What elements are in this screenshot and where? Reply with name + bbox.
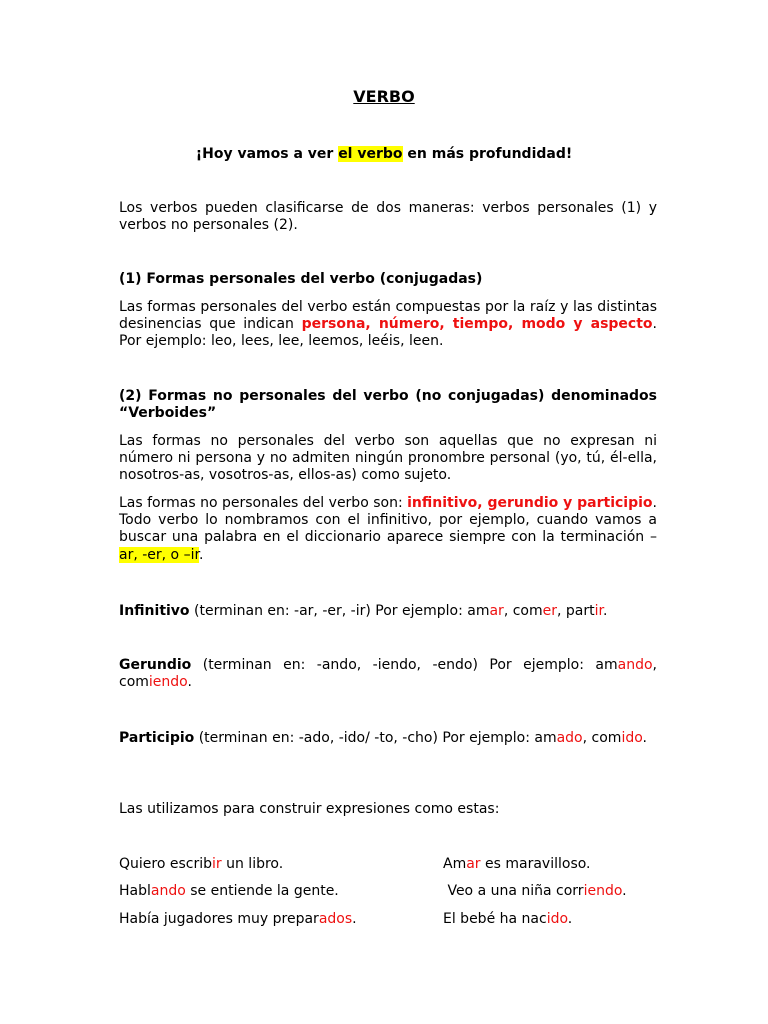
example-left-3 xyxy=(119,910,357,928)
section2-emphasis: infinitivo, gerundio y participio xyxy=(407,495,653,511)
subtitle-highlight: el verbo xyxy=(338,146,403,162)
example-right-2 xyxy=(443,882,627,900)
section2-text-after: . xyxy=(198,546,204,563)
example-text: un libro. xyxy=(221,856,284,872)
infinitivo-text: (terminan en: -ar, -er, -ir) Por ejemplo: xyxy=(189,603,468,619)
example-text: se entiende la gente. xyxy=(185,883,339,899)
example-right-1 xyxy=(443,855,591,873)
infinitivo-ex1-ending: ar xyxy=(489,603,504,619)
example-left-2 xyxy=(119,882,339,900)
gerundio-ex2-ending: iendo xyxy=(148,674,188,691)
example-text: El bebé ha nac xyxy=(443,911,547,927)
example-ending: ar xyxy=(466,856,481,872)
infinitivo-sep1: , xyxy=(503,603,513,619)
example-text: es maravilloso. xyxy=(480,856,591,872)
participio-text: (terminan en: -ado, -ido/ -to, -cho) Por ejemplo: xyxy=(194,730,535,746)
participio-sep1: , xyxy=(582,730,592,746)
participio-ex2-ending: ido xyxy=(621,730,643,746)
example-ending: ido xyxy=(546,911,568,927)
section2-paragraph-2 xyxy=(119,495,657,564)
example-right-3 xyxy=(443,910,572,928)
gerundio-ex1-ending: ando xyxy=(617,657,653,673)
infinitivo-ex3-ending: ir xyxy=(594,603,603,619)
participio-ex1-ending: ado xyxy=(556,730,583,746)
gerundio-paragraph xyxy=(119,657,657,691)
infinitivo-ex2-stem: com xyxy=(512,603,543,619)
example-ending: ados xyxy=(318,911,353,927)
example-text: . xyxy=(352,911,357,927)
example-text: Quiero escrib xyxy=(119,856,212,872)
infinitivo-label: Infinitivo xyxy=(119,603,190,619)
section1-text-after: . Por ejemplo: leo, lees, lee, leemos, leéis, leen. xyxy=(119,316,657,350)
example-text: Am xyxy=(443,856,467,872)
participio-ex1-stem: am xyxy=(534,730,557,746)
section2-paragraph-1: Las formas no personales del verbo son aquellas que no expresan ni número ni persona y no admiten ningún pronombre personal (yo, tú, él-ella, nosotros-as, vosotros-as, ellos-as) como sujeto. xyxy=(119,433,657,484)
section1-text-before: Las formas personales del verbo están compuestas por la raíz y las distintas desinencias que indican xyxy=(119,299,657,333)
infinitivo-ex2-ending: er xyxy=(542,603,557,619)
infinitivo-ex3-stem: part xyxy=(565,603,595,619)
participio-tail: . xyxy=(642,730,647,746)
gerundio-ex1-stem: am xyxy=(595,657,618,673)
gerundio-label: Gerundio xyxy=(119,657,192,673)
infinitivo-paragraph xyxy=(119,603,657,620)
usage-intro: Las utilizamos para construir expresiones como estas: xyxy=(119,801,500,817)
gerundio-tail: . xyxy=(187,674,192,691)
example-text: Veo a una niña corr xyxy=(443,883,584,899)
example-left-1 xyxy=(119,855,283,873)
gerundio-ex2-stem: com xyxy=(119,674,149,691)
example-text: Habl xyxy=(119,883,151,899)
infinitivo-tail: . xyxy=(603,603,608,619)
section1-paragraph xyxy=(119,299,657,351)
subtitle-text-after: en más profundidad! xyxy=(402,146,573,162)
infinitivo-ex1-stem: am xyxy=(467,603,490,619)
example-text: . xyxy=(622,883,627,899)
section1-heading: (1) Formas personales del verbo (conjugadas) xyxy=(119,271,483,287)
page-title: VERBO xyxy=(353,87,415,106)
section2-text-before: Las formas no personales del verbo son: xyxy=(119,495,408,511)
gerundio-sep1: , xyxy=(652,657,657,673)
example-ending: iendo xyxy=(583,883,623,899)
infinitivo-sep2: , xyxy=(557,603,566,619)
participio-paragraph xyxy=(119,730,657,747)
subtitle-text-before: ¡Hoy vamos a ver xyxy=(195,146,339,162)
example-ending: ir xyxy=(212,856,222,872)
section1-emphasis: persona, número, tiempo, modo y aspecto xyxy=(301,316,653,333)
example-text: . xyxy=(567,911,573,927)
example-ending: ando xyxy=(150,883,186,899)
intro-paragraph: Los verbos pueden clasificarse de dos maneras: verbos personales (1) y verbos no personales (2). xyxy=(119,200,657,234)
subtitle xyxy=(0,144,768,164)
gerundio-text: (terminan en: -ando, -iendo, -endo) Por ejemplo: xyxy=(191,657,596,673)
section2-endings-highlight: ar, -er, o –ir xyxy=(119,546,199,563)
section2-heading: (2) Formas no personales del verbo (no conjugadas) denominados “Verboides” xyxy=(119,388,657,422)
section2-text-mid: . Todo verbo lo nombramos con el infinitivo, por ejemplo, cuando vamos a buscar una palabra en el diccionario aparece siempre con la terminación – xyxy=(119,495,657,546)
participio-ex2-stem: com xyxy=(591,730,622,746)
participio-label: Participio xyxy=(119,730,195,746)
example-text: Había jugadores muy prepar xyxy=(119,911,319,927)
